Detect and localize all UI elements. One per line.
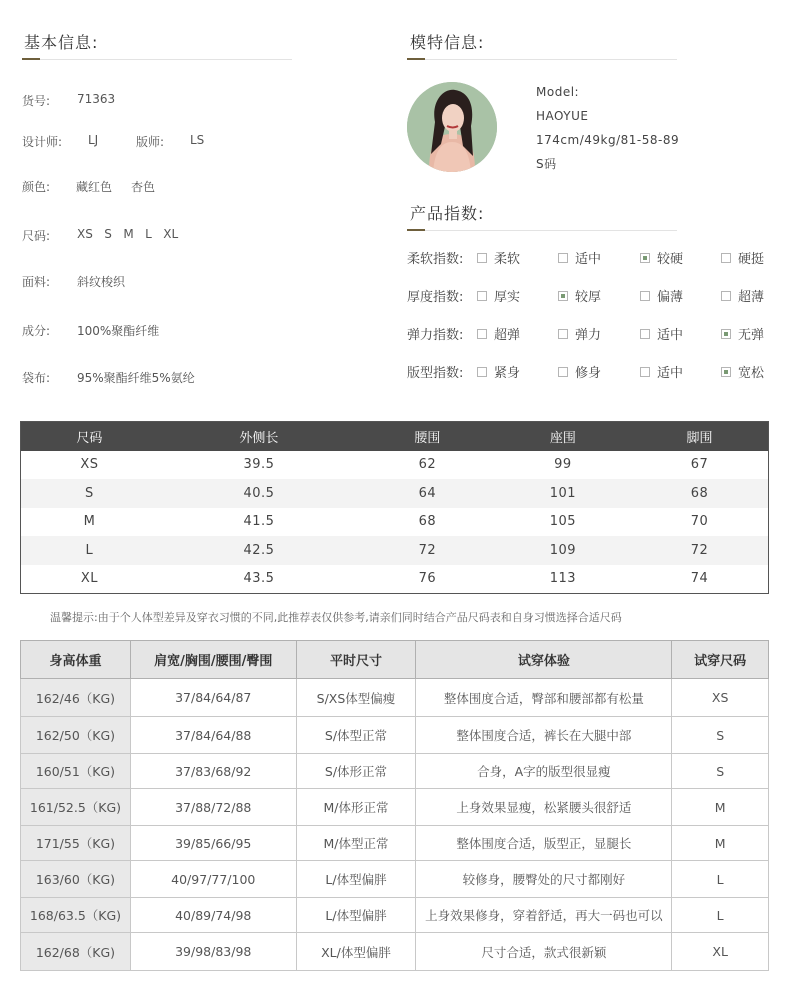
table-row <box>21 565 769 594</box>
table-cell: 整体围度合适，版型正，显腿长 <box>416 826 672 861</box>
table-cell: 较修身，腰臀处的尺寸都刚好 <box>416 861 672 898</box>
table-cell: S <box>21 479 158 508</box>
index-row <box>407 248 777 268</box>
table-cell: 合身，A字的版型很显瘦 <box>416 754 672 789</box>
index-option-label: 超弹 <box>494 328 521 343</box>
size-table-header <box>21 422 769 451</box>
index-row-label: 弹力指数: <box>407 328 464 343</box>
table-cell: 74 <box>690 571 709 587</box>
table-cell: M/体型正常 <box>296 826 416 861</box>
table-cell: 162/50（KG) <box>21 717 131 754</box>
trial-table-header <box>21 641 769 679</box>
table-cell: 162/46（KG) <box>21 679 131 717</box>
product-index-divider <box>407 230 677 231</box>
index-row-label: 柔软指数: <box>407 252 464 267</box>
size-label: 尺码: <box>22 229 51 243</box>
fabric-value: 斜纹梭织 <box>77 275 126 289</box>
table-cell: 113 <box>549 571 577 587</box>
item-no-label: 货号: <box>22 94 51 108</box>
trial-table-header-cell: 身高体重 <box>21 641 131 679</box>
item-no-value: 71363 <box>77 92 116 106</box>
color-value-1: 藏红色 <box>76 180 113 194</box>
size-table-header-cell: 尺码 <box>21 422 158 451</box>
checked-box-icon <box>721 367 731 377</box>
basic-info-accent <box>22 58 40 60</box>
table-cell: M <box>672 826 769 861</box>
table-row <box>21 754 769 789</box>
product-index-title: 产品指数: <box>410 204 485 223</box>
table-cell: XS <box>80 457 99 473</box>
table-cell: 39/85/66/95 <box>130 826 296 861</box>
pattern-value: LS <box>190 133 205 147</box>
table-cell: 40.5 <box>158 479 360 508</box>
checkbox-icon <box>558 367 568 377</box>
size-table-header-cell: 座围 <box>495 422 631 451</box>
index-option-label: 柔软 <box>494 252 521 267</box>
pocket-value: 95%聚酯纤维5%氨纶 <box>77 371 195 385</box>
pocket-label: 袋布: <box>22 371 51 385</box>
table-cell: 42.5 <box>158 536 360 565</box>
checkbox-icon <box>640 291 650 301</box>
table-cell: S <box>672 754 769 789</box>
trial-table-header-cell: 试穿尺码 <box>672 641 769 679</box>
color-value-2: 杏色 <box>131 180 156 194</box>
checked-box-icon <box>721 329 731 339</box>
model-info-title: 模特信息: <box>410 33 485 52</box>
table-row <box>21 933 769 971</box>
designer-value: LJ <box>88 133 99 147</box>
model-size: S码 <box>536 157 557 171</box>
table-cell: 99 <box>554 457 572 473</box>
table-cell: 68 <box>631 479 768 508</box>
checkbox-icon <box>477 367 487 377</box>
table-cell: 上身效果修身，穿着舒适，再大一码也可以 <box>416 898 672 933</box>
table-cell: L/体型偏胖 <box>296 898 416 933</box>
table-cell: XL <box>672 933 769 971</box>
index-option-label: 硬挺 <box>738 252 765 267</box>
table-cell: 160/51（KG) <box>21 754 131 789</box>
index-row <box>407 362 777 382</box>
table-cell: 整体围度合适，裤长在大腿中部 <box>416 717 672 754</box>
index-row <box>407 324 777 344</box>
trial-table <box>20 640 769 971</box>
index-option-label: 偏薄 <box>657 290 684 305</box>
table-cell: 68 <box>418 514 437 530</box>
index-option-label: 较硬 <box>657 252 684 267</box>
table-cell: XS <box>672 679 769 717</box>
checkbox-icon <box>640 367 650 377</box>
table-cell: L <box>21 536 158 565</box>
table-row <box>21 679 769 717</box>
fabric-label: 面料: <box>22 275 51 289</box>
index-option-label: 适中 <box>657 366 684 381</box>
table-cell: XL <box>80 571 98 587</box>
model-details <box>536 80 679 176</box>
index-option-label: 适中 <box>657 328 684 343</box>
table-cell: 109 <box>495 536 631 565</box>
table-cell: 171/55（KG) <box>21 826 131 861</box>
product-index-accent <box>407 229 425 231</box>
checkbox-icon <box>477 253 487 263</box>
table-cell: S/体型正常 <box>296 717 416 754</box>
index-option-label: 修身 <box>575 366 602 381</box>
table-cell: S/XS体型偏瘦 <box>296 679 416 717</box>
table-cell: M <box>83 514 96 530</box>
model-info-accent <box>407 58 425 60</box>
table-cell: 40/89/74/98 <box>130 898 296 933</box>
table-cell: L <box>672 898 769 933</box>
index-option-label: 适中 <box>575 252 602 267</box>
model-avatar <box>407 82 497 172</box>
table-cell: 72 <box>360 536 495 565</box>
table-cell: 41.5 <box>243 514 275 530</box>
index-row-label: 厚度指数: <box>407 290 464 305</box>
trial-table-header-cell: 肩宽/胸围/腰围/臀围 <box>130 641 296 679</box>
table-cell: L/体型偏胖 <box>296 861 416 898</box>
size-table-header-cell: 外侧长 <box>158 422 360 451</box>
table-cell: 163/60（KG) <box>21 861 131 898</box>
index-option-label: 较厚 <box>575 290 602 305</box>
size-table-header-cell: 腰围 <box>360 422 495 451</box>
model-measurements: 174cm/49kg/81-58-89 <box>536 133 680 147</box>
composition-value: 100%聚酯纤维 <box>77 324 160 338</box>
checkbox-icon <box>477 291 487 301</box>
checkbox-icon <box>721 291 731 301</box>
table-cell: 70 <box>690 514 709 530</box>
model-label: Model: <box>536 85 580 99</box>
designer-label: 设计师: <box>22 135 63 149</box>
table-cell: 67 <box>690 457 709 473</box>
table-cell: S/体形正常 <box>296 754 416 789</box>
table-cell: 43.5 <box>243 571 275 587</box>
index-option-label: 超薄 <box>738 290 765 305</box>
table-cell: XL/体型偏胖 <box>296 933 416 971</box>
checked-box-icon <box>558 291 568 301</box>
table-cell: 37/84/64/88 <box>130 717 296 754</box>
index-option-label: 无弹 <box>738 328 765 343</box>
checked-box-icon <box>640 253 650 263</box>
basic-info-divider <box>22 59 292 60</box>
table-cell: 整体围度合适，臀部和腰部都有松量 <box>416 679 672 717</box>
trial-table-header-cell: 平时尺寸 <box>296 641 416 679</box>
table-cell: 162/68（KG) <box>21 933 131 971</box>
model-name: HAOYUE <box>536 109 589 123</box>
composition-label: 成分: <box>22 324 51 338</box>
checkbox-icon <box>721 253 731 263</box>
table-cell: 72 <box>631 536 768 565</box>
table-cell: 37/88/72/88 <box>130 789 296 826</box>
table-cell: 168/63.5（KG) <box>21 898 131 933</box>
table-row <box>21 898 769 933</box>
checkbox-icon <box>558 329 568 339</box>
index-row <box>407 286 777 306</box>
table-row <box>21 826 769 861</box>
table-cell: 101 <box>495 479 631 508</box>
index-option-label: 弹力 <box>575 328 602 343</box>
model-photo-icon <box>407 82 497 172</box>
table-cell: 37/83/68/92 <box>130 754 296 789</box>
model-info-divider <box>407 59 677 60</box>
checkbox-icon <box>640 329 650 339</box>
table-cell: 上身效果显瘦，松紧腰头很舒适 <box>416 789 672 826</box>
index-option-label: 厚实 <box>494 290 521 305</box>
table-cell: 39/98/83/98 <box>130 933 296 971</box>
table-cell: 76 <box>418 571 437 587</box>
table-row <box>21 536 769 565</box>
index-option-label: 紧身 <box>494 366 521 381</box>
table-cell: 64 <box>360 479 495 508</box>
trial-table-header-cell: 试穿体验 <box>416 641 672 679</box>
table-row <box>21 479 769 508</box>
table-cell: 尺寸合适，款式很新颖 <box>416 933 672 971</box>
table-cell: 39.5 <box>243 457 275 473</box>
table-row <box>21 861 769 898</box>
table-row <box>21 789 769 826</box>
size-values: XS S M L XL <box>77 227 179 241</box>
table-cell: S <box>672 717 769 754</box>
table-cell: 161/52.5（KG) <box>21 789 131 826</box>
table-row <box>21 508 769 537</box>
table-cell: 40/97/77/100 <box>130 861 296 898</box>
index-option-label: 宽松 <box>738 366 765 381</box>
size-table <box>20 421 769 594</box>
table-cell: M/体形正常 <box>296 789 416 826</box>
table-cell: M <box>672 789 769 826</box>
table-cell: 37/84/64/87 <box>130 679 296 717</box>
color-label: 颜色: <box>22 180 51 194</box>
size-tip: 温馨提示:由于个人体型差异及穿衣习惯的不同,此推荐表仅供参考,请亲们同时结合产品尺码表和自身习惯选择合适尺码 <box>50 611 622 624</box>
table-row <box>21 451 769 480</box>
checkbox-icon <box>558 253 568 263</box>
pattern-label: 版师: <box>136 135 165 149</box>
basic-info-title: 基本信息: <box>24 33 99 52</box>
size-table-header-cell: 脚围 <box>631 422 768 451</box>
table-cell: 62 <box>418 457 437 473</box>
index-row-label: 版型指数: <box>407 366 464 381</box>
checkbox-icon <box>477 329 487 339</box>
table-cell: L <box>672 861 769 898</box>
table-row <box>21 717 769 754</box>
table-cell: 105 <box>549 514 577 530</box>
